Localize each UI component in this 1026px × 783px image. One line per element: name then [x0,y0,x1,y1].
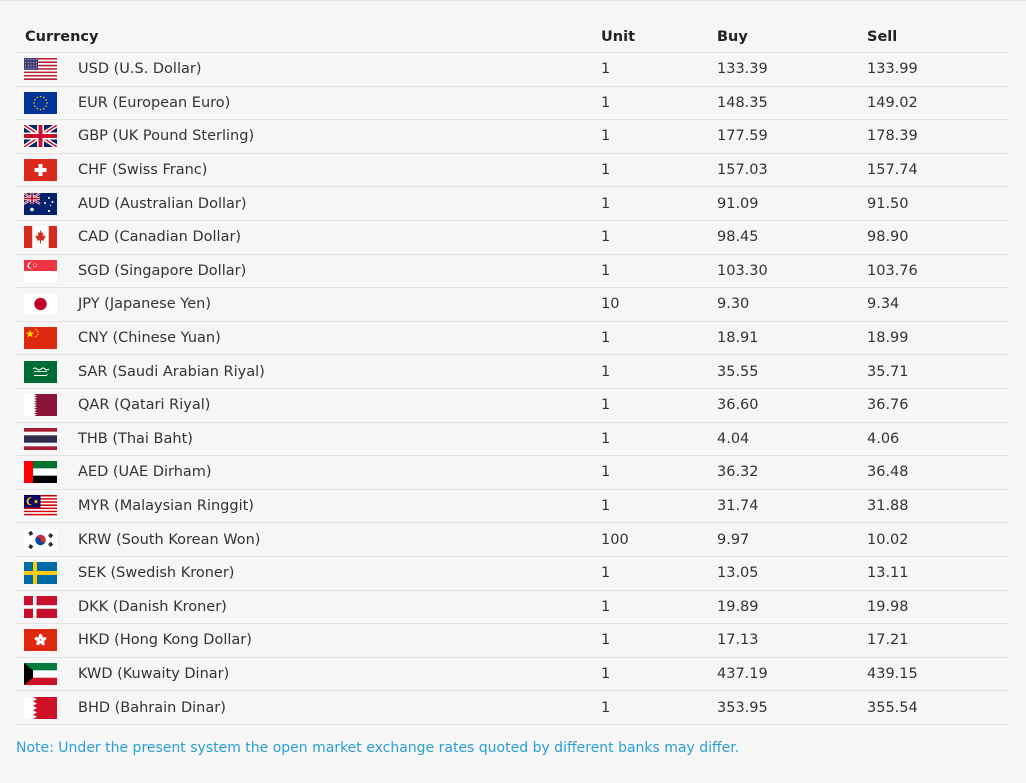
unit-value: 1 [601,498,611,515]
unit-value: 1 [601,665,611,682]
unit-value: 1 [601,128,611,145]
unit-value: 1 [601,598,611,615]
buy-rate: 353.95 [717,699,768,716]
singapore-flag-icon [24,260,57,282]
unit-value: 1 [601,464,611,481]
currency-name: MYR (Malaysian Ringgit) [78,498,254,515]
table-row [16,389,1008,423]
unit-value: 1 [601,262,611,279]
buy-rate: 91.09 [717,195,759,212]
sell-rate: 133.99 [867,61,918,78]
sell-rate: 35.71 [867,363,909,380]
table-row [16,355,1008,389]
currency-name: SGD (Singapore Dollar) [78,262,247,279]
sell-rate: 18.99 [867,330,909,347]
buy-rate: 35.55 [717,363,759,380]
unit-value: 1 [601,162,611,179]
buy-rate: 4.04 [717,430,750,447]
sell-rate: 355.54 [867,699,918,716]
australia-flag-icon [24,193,57,215]
sell-rate: 9.34 [867,296,900,313]
buy-rate: 177.59 [717,128,768,145]
unit-value: 1 [601,565,611,582]
unit-value: 1 [601,330,611,347]
table-row [16,557,1008,591]
south-korea-flag-icon [24,529,57,551]
sell-rate: 178.39 [867,128,918,145]
unit-value: 1 [601,363,611,380]
currency-name: AED (UAE Dirham) [78,464,212,481]
buy-rate: 98.45 [717,229,759,246]
unit-value: 1 [601,699,611,716]
table-row [16,187,1008,221]
sell-rate: 103.76 [867,262,918,279]
table-row [16,322,1008,356]
sell-rate: 31.88 [867,498,909,515]
malaysia-flag-icon [24,495,57,517]
buy-rate: 36.60 [717,397,759,414]
uae-flag-icon [24,461,57,483]
currency-name: JPY (Japanese Yen) [78,296,211,313]
unit-value: 10 [601,296,620,313]
currency-name: SEK (Swedish Kroner) [78,565,235,582]
sell-rate: 17.21 [867,632,909,649]
uk-flag-icon [24,125,57,147]
denmark-flag-icon [24,596,57,618]
currency-name: CAD (Canadian Dollar) [78,229,242,246]
table-row [16,456,1008,490]
sell-rate: 36.48 [867,464,909,481]
buy-rate: 9.97 [717,531,750,548]
buy-rate: 133.39 [717,61,768,78]
china-flag-icon [24,327,57,349]
currency-name: HKD (Hong Kong Dollar) [78,632,252,649]
unit-value: 1 [601,94,611,111]
unit-value: 1 [601,397,611,414]
header-unit: Unit [601,28,635,45]
eu-flag-icon [24,92,57,114]
buy-rate: 13.05 [717,565,759,582]
currency-name: KWD (Kuwaity Dinar) [78,665,230,682]
table-row [16,255,1008,289]
unit-value: 1 [601,61,611,78]
thailand-flag-icon [24,428,57,450]
swiss-flag-icon [24,159,57,181]
kuwait-flag-icon [24,663,57,685]
currency-name: AUD (Australian Dollar) [78,195,247,212]
sell-rate: 149.02 [867,94,918,111]
top-divider [0,0,1026,1]
table-header-row [16,19,1008,53]
currency-name: CNY (Chinese Yuan) [78,330,221,347]
table-row [16,221,1008,255]
buy-rate: 437.19 [717,665,768,682]
qatar-flag-icon [24,394,57,416]
table-row [16,490,1008,524]
bahrain-flag-icon [24,697,57,719]
currency-name: EUR (European Euro) [78,94,231,111]
currency-name: QAR (Qatari Riyal) [78,397,211,414]
sell-rate: 13.11 [867,565,909,582]
buy-rate: 9.30 [717,296,750,313]
table-row [16,423,1008,457]
sweden-flag-icon [24,562,57,584]
table-row [16,624,1008,658]
exchange-rates-table [16,19,1008,725]
buy-rate: 157.03 [717,162,768,179]
buy-rate: 36.32 [717,464,759,481]
table-row [16,591,1008,625]
currency-name: THB (Thai Baht) [78,430,193,447]
hong-kong-flag-icon [24,629,57,651]
sell-rate: 91.50 [867,195,909,212]
table-row [16,691,1008,725]
sell-rate: 19.98 [867,598,909,615]
sell-rate: 10.02 [867,531,909,548]
us-flag-icon [24,58,57,80]
buy-rate: 19.89 [717,598,759,615]
currency-name: CHF (Swiss Franc) [78,162,208,179]
table-row [16,523,1008,557]
buy-rate: 18.91 [717,330,759,347]
header-sell: Sell [867,28,898,45]
currency-name: BHD (Bahrain Dinar) [78,699,226,716]
unit-value: 1 [601,229,611,246]
table-body [16,53,1008,725]
table-row [16,658,1008,692]
currency-name: SAR (Saudi Arabian Riyal) [78,363,265,380]
header-currency: Currency [25,28,99,45]
sell-rate: 36.76 [867,397,909,414]
unit-value: 1 [601,632,611,649]
buy-rate: 148.35 [717,94,768,111]
table-row [16,288,1008,322]
unit-value: 100 [601,531,629,548]
japan-flag-icon [24,293,57,315]
sell-rate: 4.06 [867,430,900,447]
canada-flag-icon [24,226,57,248]
saudi-arabia-flag-icon [24,361,57,383]
disclaimer-note: Note: Under the present system the open market exchange rates quoted by different banks may differ. [16,740,740,756]
buy-rate: 31.74 [717,498,759,515]
table-row [16,87,1008,121]
currency-name: DKK (Danish Kroner) [78,598,227,615]
sell-rate: 157.74 [867,162,918,179]
sell-rate: 98.90 [867,229,909,246]
unit-value: 1 [601,195,611,212]
table-row [16,154,1008,188]
header-buy: Buy [717,28,748,45]
currency-name: USD (U.S. Dollar) [78,61,202,78]
table-row [16,53,1008,87]
currency-name: GBP (UK Pound Sterling) [78,128,255,145]
sell-rate: 439.15 [867,665,918,682]
unit-value: 1 [601,430,611,447]
table-row [16,120,1008,154]
currency-name: KRW (South Korean Won) [78,531,261,548]
buy-rate: 103.30 [717,262,768,279]
buy-rate: 17.13 [717,632,759,649]
